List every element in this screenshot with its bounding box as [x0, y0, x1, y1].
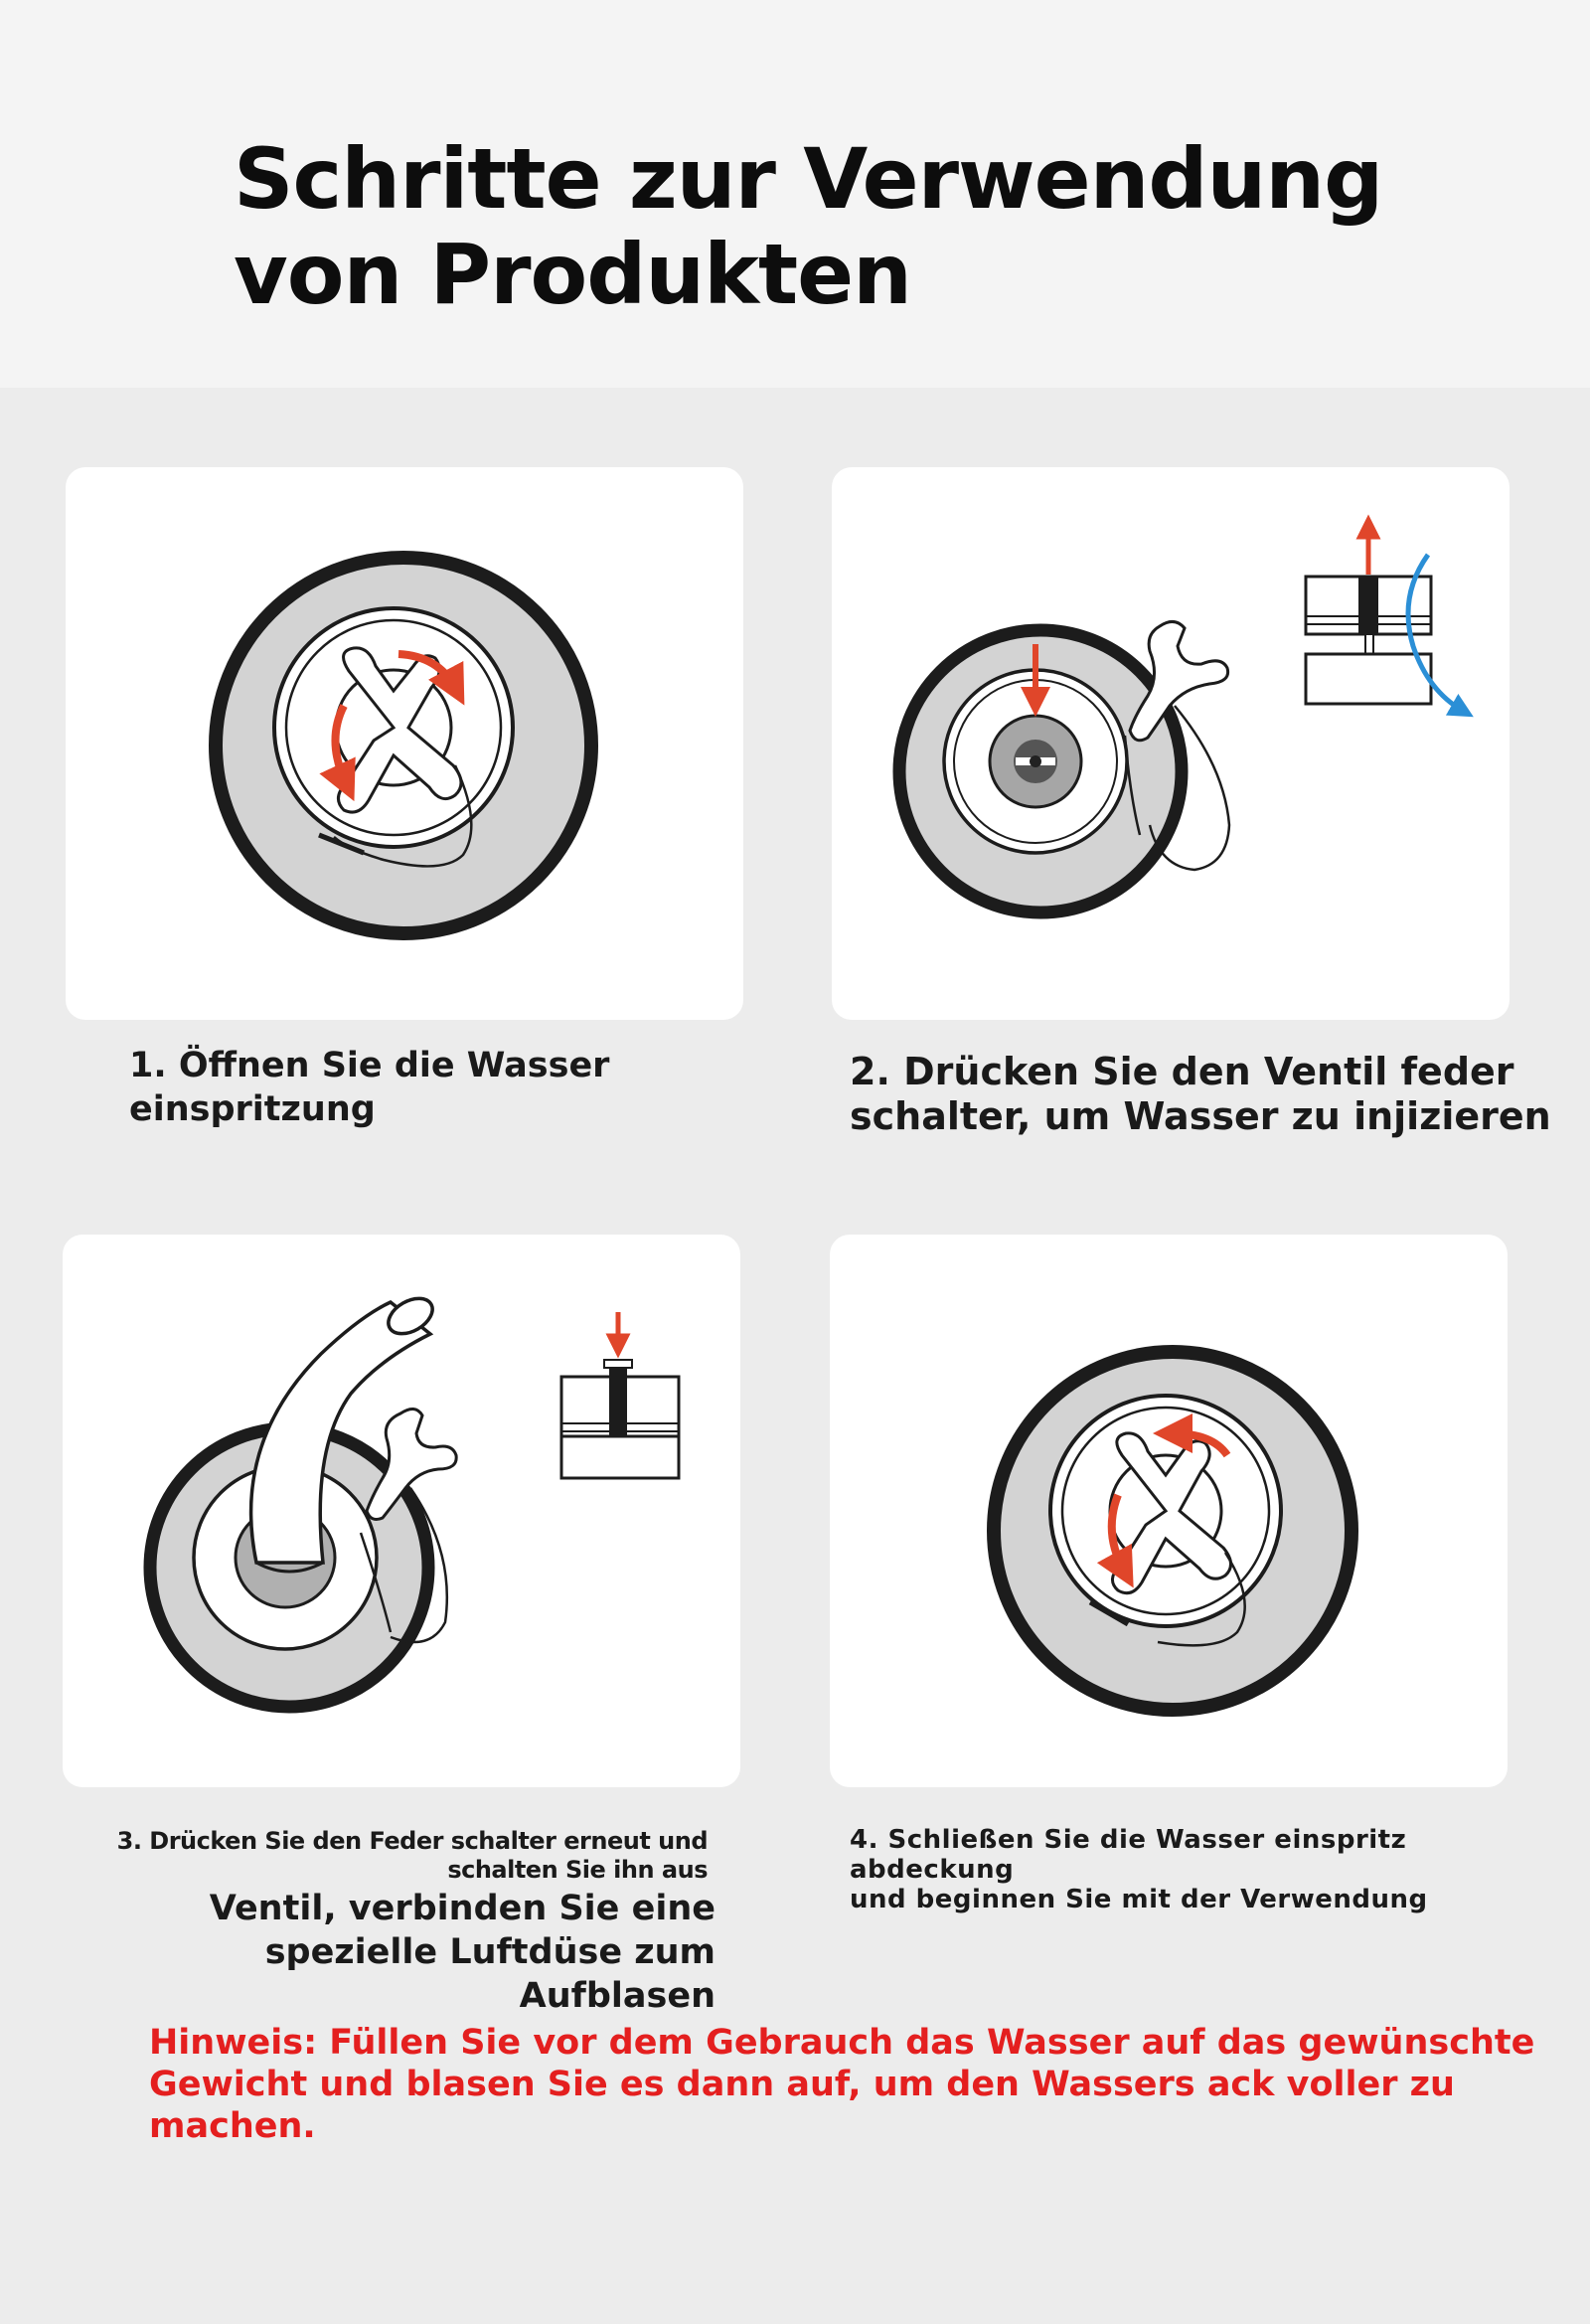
step-4-card [830, 1235, 1508, 1787]
step-3-caption [60, 1887, 716, 2018]
step-1-caption [129, 1044, 686, 1131]
page-title-line1: Schritte zur Verwendung [234, 130, 1383, 228]
step-2-caption-line2: schalter, um Wasser zu injizieren [850, 1094, 1551, 1138]
step-2-caption-line1: 2. Drücken Sie den Ventil feder [850, 1050, 1514, 1093]
page-title-line2: von Produkten [234, 226, 911, 323]
step-3-caption-small [80, 1827, 708, 1885]
air-nozzle-icon [63, 1235, 740, 1787]
valve-cap-open-icon [66, 467, 743, 1020]
step-1-card [66, 467, 743, 1020]
usage-note-line1: Hinweis: Füllen Sie vor dem Gebrauch das Wasser auf das gewünschte [149, 2023, 1535, 2063]
usage-note-line2: Gewicht und blasen Sie es dann auf, um den Wassers ack voller zu machen. [149, 2065, 1455, 2146]
step-1-caption-line1: 1. Öffnen Sie die Wasser [129, 1046, 610, 1085]
step-4-caption-line2: und beginnen Sie mit der Verwendung [850, 1885, 1428, 1914]
step-1-caption-line2: einspritzung [129, 1089, 376, 1129]
usage-note [149, 2022, 1540, 2147]
step-4-caption [850, 1825, 1565, 1914]
step-3-caption-small-line2: schalten Sie ihn aus [447, 1856, 708, 1884]
step-2-card [832, 467, 1510, 1020]
page-title [234, 131, 1426, 322]
step-3-caption-line1: Ventil, verbinden Sie eine [209, 1889, 716, 1928]
step-4-caption-line1: 4. Schließen Sie die Wasser einspritz abdeckung [850, 1825, 1407, 1885]
valve-cap-close-icon [830, 1235, 1508, 1787]
step-3-card [63, 1235, 740, 1787]
step-2-caption [850, 1050, 1565, 1139]
step-3-caption-small-line1: 3. Drücken Sie den Feder schalter erneut und [116, 1827, 708, 1855]
step-3-caption-line2: spezielle Luftdüse zum Aufblasen [264, 1932, 716, 2016]
valve-press-icon [832, 467, 1510, 1020]
